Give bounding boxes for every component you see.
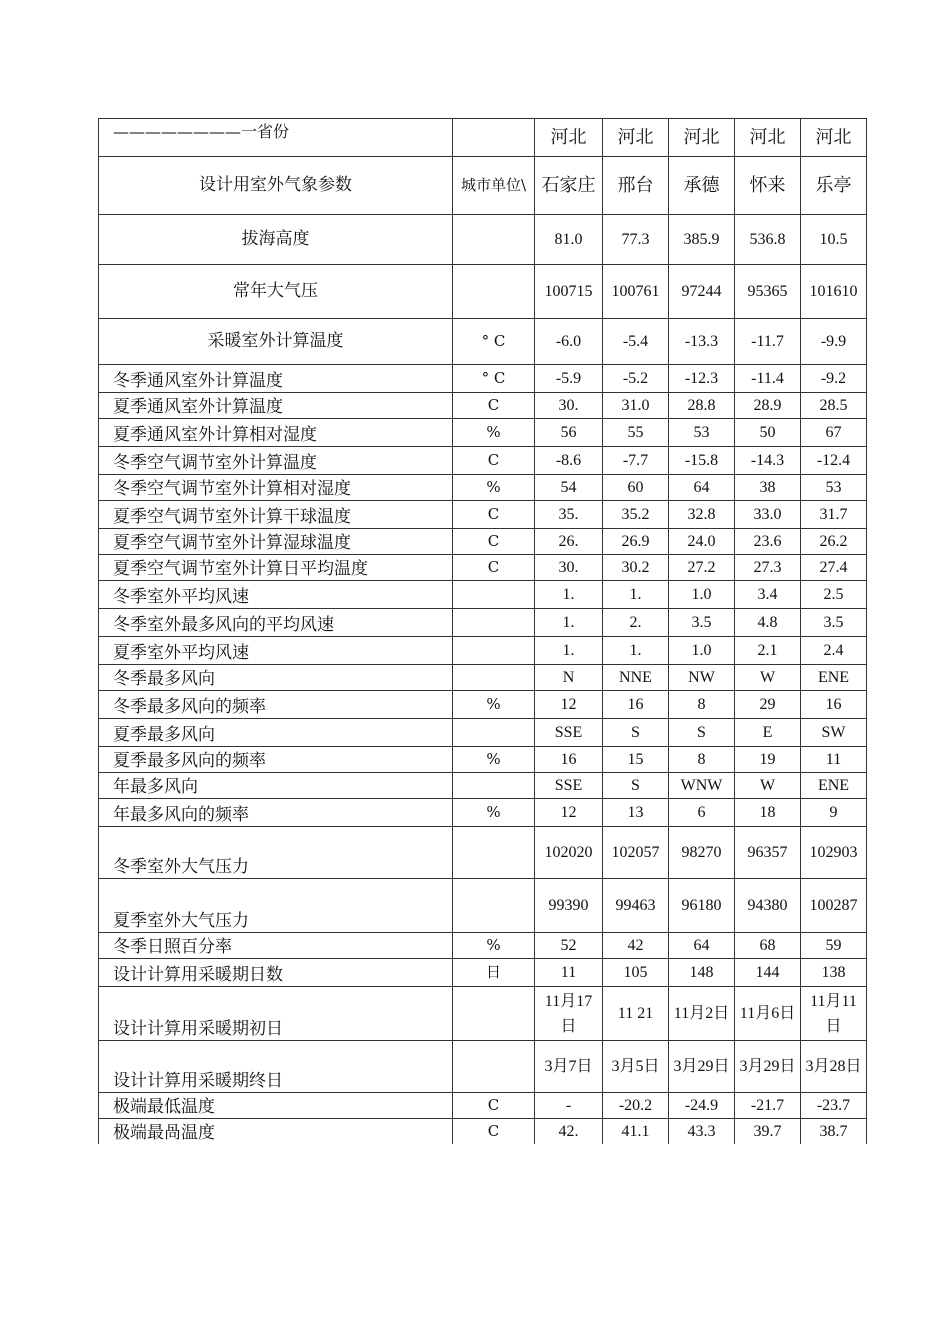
parameter-value: 28.5 bbox=[801, 393, 867, 419]
parameter-value: 97244 bbox=[669, 265, 735, 319]
city-name: 怀来 bbox=[735, 157, 801, 215]
parameter-row bbox=[99, 959, 867, 987]
parameter-value: 35.2 bbox=[603, 501, 669, 529]
province-name: 河北 bbox=[735, 119, 801, 157]
parameter-name: 年最多风向的频率 bbox=[99, 799, 453, 827]
parameter-value: 3月28日 bbox=[801, 1041, 867, 1093]
parameter-unit bbox=[453, 879, 535, 933]
parameter-value: 12 bbox=[535, 691, 603, 719]
parameter-value: 11 bbox=[535, 959, 603, 987]
parameter-value: 148 bbox=[669, 959, 735, 987]
parameter-value: 59 bbox=[801, 933, 867, 959]
parameter-value: 16 bbox=[603, 691, 669, 719]
parameter-row bbox=[99, 637, 867, 665]
parameter-unit: % bbox=[453, 799, 535, 827]
parameter-name: 冬季室外最多风向的平均风速 bbox=[99, 609, 453, 637]
parameter-value: 99390 bbox=[535, 879, 603, 933]
parameter-row bbox=[99, 933, 867, 959]
parameter-value: 3.5 bbox=[801, 609, 867, 637]
parameter-name: 冬季通风室外计算温度 bbox=[99, 365, 453, 393]
parameter-row bbox=[99, 665, 867, 691]
parameter-row bbox=[99, 1041, 867, 1093]
parameter-value: -12.3 bbox=[669, 365, 735, 393]
city-name: 承德 bbox=[669, 157, 735, 215]
parameter-value: 1.0 bbox=[669, 637, 735, 665]
parameter-value: -14.3 bbox=[735, 447, 801, 475]
parameter-name: 夏季空气调节室外计算日平均温度 bbox=[99, 555, 453, 581]
parameter-value: -13.3 bbox=[669, 319, 735, 365]
parameter-value: 41.1 bbox=[603, 1119, 669, 1145]
parameter-row bbox=[99, 609, 867, 637]
parameter-value: 3月5日 bbox=[603, 1041, 669, 1093]
parameter-value: E bbox=[735, 719, 801, 747]
parameter-value: 385.9 bbox=[669, 215, 735, 265]
parameter-value: 50 bbox=[735, 419, 801, 447]
parameter-value: -9.9 bbox=[801, 319, 867, 365]
parameter-value: 11月11日 bbox=[801, 987, 867, 1041]
parameter-value: 98270 bbox=[669, 827, 735, 879]
parameter-value: 3.4 bbox=[735, 581, 801, 609]
parameter-value: 52 bbox=[535, 933, 603, 959]
parameter-value: 10.5 bbox=[801, 215, 867, 265]
province-row bbox=[99, 119, 867, 157]
parameter-value: -11.7 bbox=[735, 319, 801, 365]
parameter-value: 35. bbox=[535, 501, 603, 529]
parameter-value: 28.9 bbox=[735, 393, 801, 419]
parameter-value: 30. bbox=[535, 393, 603, 419]
parameter-name: 拔海高度 bbox=[99, 215, 453, 265]
parameter-value: -5.4 bbox=[603, 319, 669, 365]
parameter-value: WNW bbox=[669, 773, 735, 799]
parameter-unit: % bbox=[453, 475, 535, 501]
parameter-value: 54 bbox=[535, 475, 603, 501]
parameter-unit bbox=[453, 637, 535, 665]
parameter-value: SSE bbox=[535, 773, 603, 799]
parameter-name: 设计计算用采暖期初日 bbox=[99, 987, 453, 1041]
parameter-value: 53 bbox=[801, 475, 867, 501]
parameter-name: 夏季最多风向的频率 bbox=[99, 747, 453, 773]
parameter-unit bbox=[453, 827, 535, 879]
parameter-row bbox=[99, 1119, 867, 1145]
parameter-value: 26.2 bbox=[801, 529, 867, 555]
parameter-value: 11月2日 bbox=[669, 987, 735, 1041]
parameter-unit bbox=[453, 987, 535, 1041]
parameter-value: ENE bbox=[801, 773, 867, 799]
parameter-name: 设计计算用采暖期日数 bbox=[99, 959, 453, 987]
parameter-value: 2. bbox=[603, 609, 669, 637]
parameter-unit: % bbox=[453, 691, 535, 719]
parameter-value: W bbox=[735, 665, 801, 691]
parameter-value: 8 bbox=[669, 747, 735, 773]
parameter-value: 1. bbox=[535, 581, 603, 609]
parameter-value: -8.6 bbox=[535, 447, 603, 475]
city-name: 石家庄 bbox=[535, 157, 603, 215]
parameter-value: 144 bbox=[735, 959, 801, 987]
parameter-unit: % bbox=[453, 747, 535, 773]
parameter-value: 64 bbox=[669, 475, 735, 501]
parameter-row bbox=[99, 1093, 867, 1119]
parameter-value: 1.0 bbox=[669, 581, 735, 609]
parameter-name: 夏季通风室外计算温度 bbox=[99, 393, 453, 419]
parameter-name: 夏季通风室外计算相对湿度 bbox=[99, 419, 453, 447]
parameter-name: 采暖室外计算温度 bbox=[99, 319, 453, 365]
parameter-row bbox=[99, 827, 867, 879]
parameter-value: 11 21 bbox=[603, 987, 669, 1041]
parameter-value: 3月7日 bbox=[535, 1041, 603, 1093]
parameter-value: 30. bbox=[535, 555, 603, 581]
parameter-value: 96180 bbox=[669, 879, 735, 933]
parameter-value: -5.9 bbox=[535, 365, 603, 393]
parameter-value: 26. bbox=[535, 529, 603, 555]
parameter-value: 536.8 bbox=[735, 215, 801, 265]
parameter-value: 96357 bbox=[735, 827, 801, 879]
parameter-name: 冬季最多风向 bbox=[99, 665, 453, 691]
parameter-value: 9 bbox=[801, 799, 867, 827]
parameter-name: 夏季空气调节室外计算湿球温度 bbox=[99, 529, 453, 555]
parameter-unit: 日 bbox=[453, 959, 535, 987]
parameter-value: -24.9 bbox=[669, 1093, 735, 1119]
parameter-value: 33.0 bbox=[735, 501, 801, 529]
parameter-value: 43.3 bbox=[669, 1119, 735, 1145]
parameter-value: 4.8 bbox=[735, 609, 801, 637]
parameter-row bbox=[99, 555, 867, 581]
parameter-value: -20.2 bbox=[603, 1093, 669, 1119]
parameter-value: 28.8 bbox=[669, 393, 735, 419]
parameter-value: 31.0 bbox=[603, 393, 669, 419]
parameter-value: 53 bbox=[669, 419, 735, 447]
parameter-value: 12 bbox=[535, 799, 603, 827]
parameter-row bbox=[99, 475, 867, 501]
parameter-value: 3.5 bbox=[669, 609, 735, 637]
parameter-value: 1. bbox=[603, 637, 669, 665]
parameter-unit: C bbox=[453, 393, 535, 419]
parameter-value: 3月29日 bbox=[669, 1041, 735, 1093]
parameter-value: 23.6 bbox=[735, 529, 801, 555]
parameter-value: -5.2 bbox=[603, 365, 669, 393]
parameter-unit: C bbox=[453, 529, 535, 555]
parameter-value: 27.2 bbox=[669, 555, 735, 581]
parameter-value: 27.3 bbox=[735, 555, 801, 581]
parameter-value: 105 bbox=[603, 959, 669, 987]
parameter-name: 冬季室外平均风速 bbox=[99, 581, 453, 609]
parameter-row bbox=[99, 319, 867, 365]
parameter-name: 夏季空气调节室外计算干球温度 bbox=[99, 501, 453, 529]
parameter-value: 3月29日 bbox=[735, 1041, 801, 1093]
parameter-row bbox=[99, 265, 867, 319]
parameter-value: 100715 bbox=[535, 265, 603, 319]
parameter-value: NNE bbox=[603, 665, 669, 691]
parameter-name: 冬季空气调节室外计算相对湿度 bbox=[99, 475, 453, 501]
parameter-row bbox=[99, 691, 867, 719]
parameter-row bbox=[99, 529, 867, 555]
parameter-value: -23.7 bbox=[801, 1093, 867, 1119]
parameter-unit: % bbox=[453, 933, 535, 959]
parameter-value: 42 bbox=[603, 933, 669, 959]
parameter-row bbox=[99, 501, 867, 529]
parameter-value: 100287 bbox=[801, 879, 867, 933]
parameter-value: 67 bbox=[801, 419, 867, 447]
parameter-unit: C bbox=[453, 501, 535, 529]
parameter-value: 11 bbox=[801, 747, 867, 773]
parameter-value: 27.4 bbox=[801, 555, 867, 581]
parameter-value: SW bbox=[801, 719, 867, 747]
parameter-name: 常年大气压 bbox=[99, 265, 453, 319]
parameter-value: 95365 bbox=[735, 265, 801, 319]
param-header: 设计用室外气象参数 bbox=[99, 157, 453, 215]
parameter-value: 101610 bbox=[801, 265, 867, 319]
parameter-name: 极端最低温度 bbox=[99, 1093, 453, 1119]
parameter-value: 19 bbox=[735, 747, 801, 773]
parameter-value: 8 bbox=[669, 691, 735, 719]
parameter-row bbox=[99, 719, 867, 747]
parameter-row bbox=[99, 393, 867, 419]
parameter-value: 42. bbox=[535, 1119, 603, 1145]
parameter-unit: % bbox=[453, 419, 535, 447]
parameter-value: 1. bbox=[535, 609, 603, 637]
parameter-row bbox=[99, 581, 867, 609]
parameter-unit bbox=[453, 665, 535, 691]
parameter-name: 夏季室外大气压力 bbox=[99, 879, 453, 933]
parameter-value: 55 bbox=[603, 419, 669, 447]
parameter-value: 138 bbox=[801, 959, 867, 987]
parameter-unit: ° C bbox=[453, 365, 535, 393]
parameter-value: -7.7 bbox=[603, 447, 669, 475]
parameter-value: -21.7 bbox=[735, 1093, 801, 1119]
parameter-row bbox=[99, 365, 867, 393]
parameter-unit: C bbox=[453, 447, 535, 475]
parameter-unit bbox=[453, 215, 535, 265]
parameter-value: S bbox=[603, 773, 669, 799]
city-name: 邢台 bbox=[603, 157, 669, 215]
parameter-value: 102057 bbox=[603, 827, 669, 879]
parameter-row bbox=[99, 773, 867, 799]
parameter-name: 冬季最多风向的频率 bbox=[99, 691, 453, 719]
parameter-value: ENE bbox=[801, 665, 867, 691]
parameter-unit bbox=[453, 265, 535, 319]
parameter-value: 16 bbox=[535, 747, 603, 773]
parameter-unit bbox=[453, 719, 535, 747]
parameter-value: 11月6日 bbox=[735, 987, 801, 1041]
parameter-value: 102020 bbox=[535, 827, 603, 879]
parameter-value: 2.5 bbox=[801, 581, 867, 609]
province-label: ————————一省份 bbox=[99, 119, 453, 157]
parameter-unit: C bbox=[453, 555, 535, 581]
parameter-value: 2.1 bbox=[735, 637, 801, 665]
parameter-value: 94380 bbox=[735, 879, 801, 933]
parameter-value: 16 bbox=[801, 691, 867, 719]
parameter-value: 64 bbox=[669, 933, 735, 959]
parameter-name: 夏季最多风向 bbox=[99, 719, 453, 747]
parameter-value: 30.2 bbox=[603, 555, 669, 581]
parameter-value: 2.4 bbox=[801, 637, 867, 665]
parameter-value: 15 bbox=[603, 747, 669, 773]
parameter-value: NW bbox=[669, 665, 735, 691]
parameter-value: N bbox=[535, 665, 603, 691]
parameter-value: -12.4 bbox=[801, 447, 867, 475]
parameter-value: S bbox=[669, 719, 735, 747]
parameter-value: -15.8 bbox=[669, 447, 735, 475]
parameter-value: 68 bbox=[735, 933, 801, 959]
province-name: 河北 bbox=[535, 119, 603, 157]
parameter-unit: C bbox=[453, 1093, 535, 1119]
parameter-name: 设计计算用采暖期终日 bbox=[99, 1041, 453, 1093]
parameter-value: 29 bbox=[735, 691, 801, 719]
parameter-value: 77.3 bbox=[603, 215, 669, 265]
parameter-row bbox=[99, 447, 867, 475]
parameter-value: 99463 bbox=[603, 879, 669, 933]
parameter-value: 38.7 bbox=[801, 1119, 867, 1145]
city-name: 乐亭 bbox=[801, 157, 867, 215]
parameter-value: -6.0 bbox=[535, 319, 603, 365]
parameter-value: -11.4 bbox=[735, 365, 801, 393]
parameter-value: 1. bbox=[535, 637, 603, 665]
parameter-name: 冬季空气调节室外计算温度 bbox=[99, 447, 453, 475]
parameter-value: 100761 bbox=[603, 265, 669, 319]
weather-parameter-table bbox=[98, 118, 867, 1144]
parameter-value: SSE bbox=[535, 719, 603, 747]
parameter-value: 60 bbox=[603, 475, 669, 501]
province-unit-cell bbox=[453, 119, 535, 157]
parameter-value: 24.0 bbox=[669, 529, 735, 555]
parameter-value: 56 bbox=[535, 419, 603, 447]
parameter-value: 32.8 bbox=[669, 501, 735, 529]
parameter-row bbox=[99, 987, 867, 1041]
parameter-row bbox=[99, 879, 867, 933]
province-name: 河北 bbox=[669, 119, 735, 157]
city-row bbox=[99, 157, 867, 215]
parameter-name: 年最多风向 bbox=[99, 773, 453, 799]
parameter-value: 31.7 bbox=[801, 501, 867, 529]
parameter-value: 38 bbox=[735, 475, 801, 501]
parameter-value: 6 bbox=[669, 799, 735, 827]
parameter-name: 夏季室外平均风速 bbox=[99, 637, 453, 665]
parameter-name: 极端最咼温度 bbox=[99, 1119, 453, 1145]
parameter-value: 11月17日 bbox=[535, 987, 603, 1041]
parameter-value: 81.0 bbox=[535, 215, 603, 265]
parameter-value: 13 bbox=[603, 799, 669, 827]
parameter-value: W bbox=[735, 773, 801, 799]
parameter-row bbox=[99, 215, 867, 265]
parameter-unit bbox=[453, 1041, 535, 1093]
province-name: 河北 bbox=[603, 119, 669, 157]
parameter-unit bbox=[453, 609, 535, 637]
parameter-value: - bbox=[535, 1093, 603, 1119]
unit-header: 城市单位\ bbox=[453, 157, 535, 215]
parameter-unit: C bbox=[453, 1119, 535, 1145]
province-name: 河北 bbox=[801, 119, 867, 157]
parameter-name: 冬季室外大气压力 bbox=[99, 827, 453, 879]
parameter-row bbox=[99, 419, 867, 447]
parameter-name: 冬季日照百分率 bbox=[99, 933, 453, 959]
parameter-value: 18 bbox=[735, 799, 801, 827]
parameter-unit: ° C bbox=[453, 319, 535, 365]
parameter-unit bbox=[453, 581, 535, 609]
parameter-value: 39.7 bbox=[735, 1119, 801, 1145]
parameter-value: 1. bbox=[603, 581, 669, 609]
parameter-row bbox=[99, 747, 867, 773]
parameter-value: S bbox=[603, 719, 669, 747]
parameter-value: -9.2 bbox=[801, 365, 867, 393]
parameter-row bbox=[99, 799, 867, 827]
parameter-unit bbox=[453, 773, 535, 799]
parameter-value: 26.9 bbox=[603, 529, 669, 555]
parameter-value: 102903 bbox=[801, 827, 867, 879]
